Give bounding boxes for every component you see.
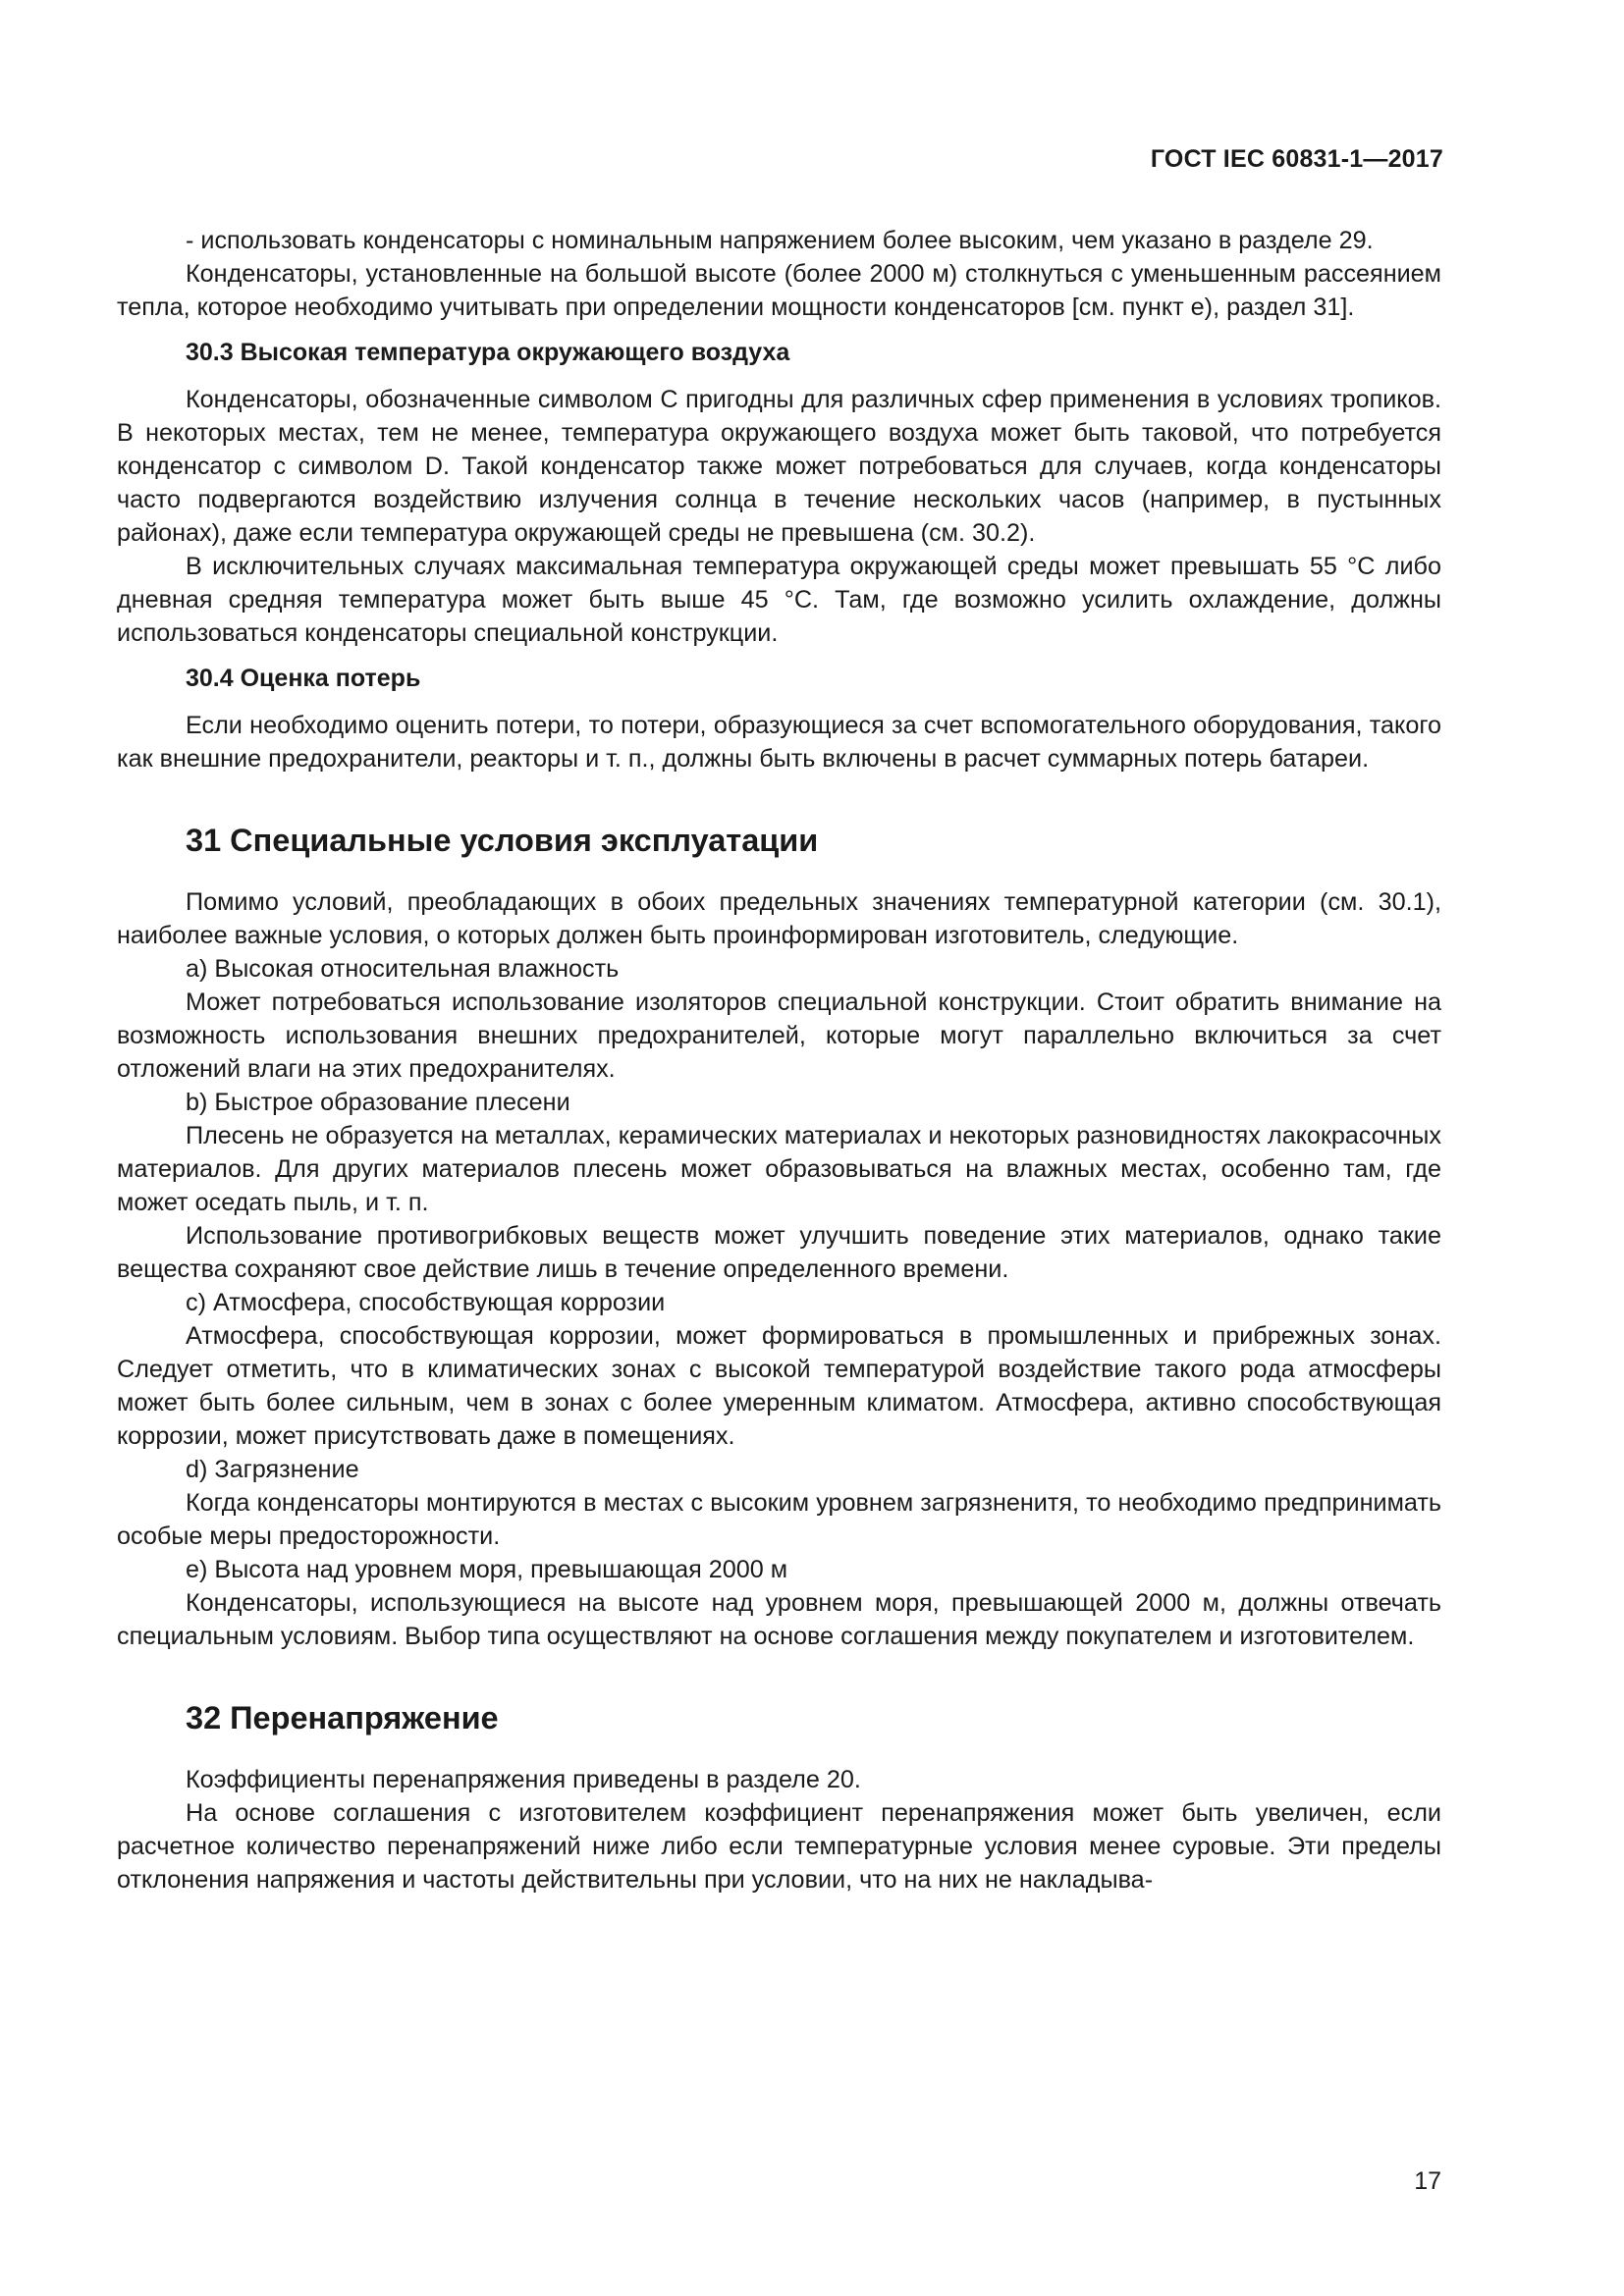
paragraph: Использование противогрибковых веществ может улучшить поведение этих материалов, однако такие вещества сохраняют свое действие лишь в течение определенного времени. [117, 1222, 1441, 1283]
paragraph: Когда конденсаторы монтируются в местах с высоким уровнем загрязненитя, то необходимо предпринимать особые меры предосторожности. [117, 1489, 1441, 1550]
paragraph: Коэффициенты перенапряжения приведены в разделе 20. [186, 1766, 861, 1793]
paragraph: На основе соглашения с изготовителем коэффициент перенапряжения может быть увеличен, если расчетное количество перенапряжений ниже либо если температурные условия менее суровые. Эти пределы отклонения напряжения и частоты действительны при условии, что на них не накладыва- [117, 1799, 1441, 1894]
paragraph: Атмосфера, способствующая коррозии, может формироваться в промышленных и прибрежных зонах. Следует отметить, что в климатических зонах с высокой температурой воздействие такого рода атмосферы может быть более сильным, чем в зонах с более умеренным климатом. Атмосфера, активно способствующая коррозии, может присутствовать даже в помещениях. [117, 1322, 1441, 1450]
list-item-a: а) Высокая относительная влажность [186, 955, 620, 983]
section-heading-30-4: 30.4 Оценка потерь [186, 665, 421, 692]
paragraph: Конденсаторы, обозначенные символом С пригодны для различных сфер применения в условиях тропиков. В некоторых местах, тем не менее, температура окружающего воздуха может быть таковой, что потребуется конденсатор с символом D. Такой конденсатор также может потребоваться для случаев, когда конденсаторы часто подвергаются воздействию излучения солнца в течение нескольких часов (например, в пустынных районах), даже если температура окружающей среды не превышена (см. 30.2). [117, 386, 1441, 547]
list-item-e: е) Высота над уровнем моря, превышающая 2000 м [186, 1556, 788, 1583]
paragraph: В исключительных случаях максимальная температура окружающей среды может превышать 55 °С либо дневная средняя температура может быть выше 45 °С. Там, где возможно усилить охлаждение, должны использоваться конденсаторы специальной конструкции. [117, 553, 1441, 647]
list-item-d: d) Загрязнение [186, 1456, 359, 1483]
page-body [117, 224, 1441, 1896]
page-number: 17 [1414, 2167, 1441, 2195]
list-item-c: с) Атмосфера, способствующая коррозии [186, 1289, 666, 1316]
paragraph: Помимо условий, преобладающих в обоих предельных значениях температурной категории (см. 30.1), наиболее важные условия, о которых должен быть проинформирован изготовитель, следующие. [117, 888, 1441, 949]
paragraph: Если необходимо оценить потери, то потери, образующиеся за счет вспомогательного оборудования, такого как внешние предохранители, реакторы и т. п., должны быть включены в расчет суммарных потерь батареи. [117, 712, 1441, 773]
document-header: ГОСТ IEC 60831-1—2017 [1150, 145, 1443, 173]
section-heading-30-3: 30.3 Высокая температура окружающего воздуха [186, 339, 790, 366]
paragraph: - использовать конденсаторы с номинальным напряжением более высоким, чем указано в разделе 29. [186, 227, 1374, 254]
list-item-b: b) Быстрое образование плесени [186, 1089, 570, 1116]
section-heading-32: 32 Перенапряжение [186, 1700, 499, 1735]
paragraph: Может потребоваться использование изоляторов специальной конструкции. Стоит обратить внимание на возможность использования внешних предохранителей, которые могут параллельно включиться за счет отложений влаги на этих предохранителях. [117, 988, 1441, 1083]
paragraph: Конденсаторы, использующиеся на высоте над уровнем моря, превышающей 2000 м, должны отвечать специальным условиям. Выбор типа осуществляют на основе соглашения между покупателем и изготовителем. [117, 1589, 1441, 1650]
paragraph: Конденсаторы, установленные на большой высоте (более 2000 м) столкнуться с уменьшенным рассеянием тепла, которое необходимо учитывать при определении мощности конденсаторов [см. пункт е), раздел 31]. [117, 260, 1441, 321]
paragraph: Плесень не образуется на металлах, керамических материалах и некоторых разновидностях лакокрасочных материалов. Для других материалов плесень может образовываться на влажных местах, особенно там, где может оседать пыль, и т. п. [117, 1122, 1441, 1216]
section-heading-31: 31 Специальные условия эксплуатации [186, 823, 819, 858]
